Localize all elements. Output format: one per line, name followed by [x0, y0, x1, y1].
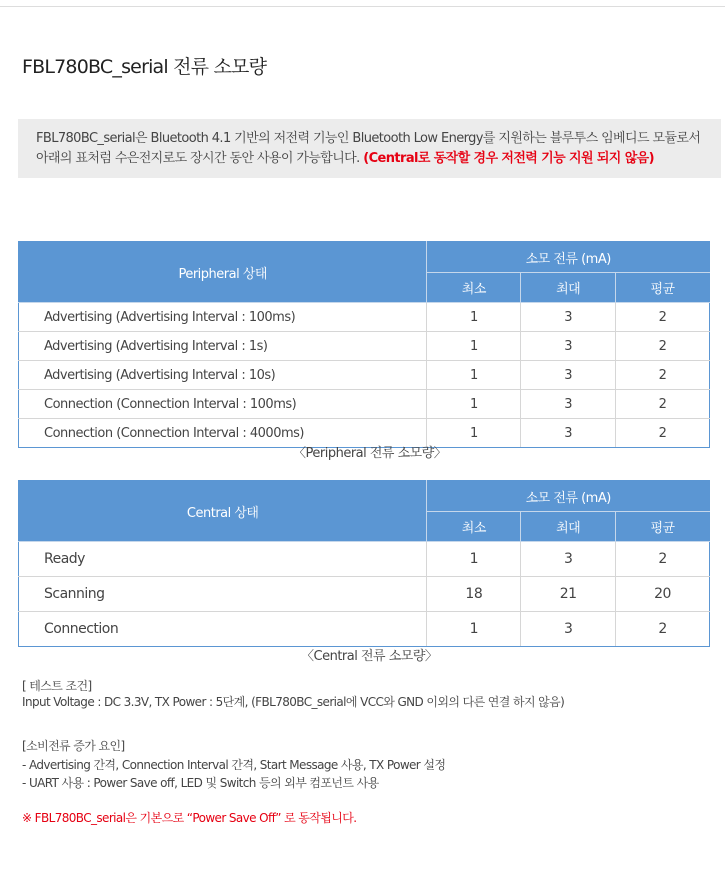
row-min: 1 — [427, 419, 521, 448]
table-row — [19, 303, 710, 332]
table-row — [19, 332, 710, 361]
intro-line-1: FBL780BC_serial은 Bluetooth 4.1 기반의 저전력 기능인 Bluetooth Low Energy를 지원하는 블루투스 임베디드 모듈로서 — [36, 131, 701, 146]
intro-line-2-text: 아래의 표처럼 수은전지로도 장시간 동안 사용이 가능합니다. — [36, 151, 360, 166]
increase-factor-heading: [소비전류 증가 요인] — [22, 739, 125, 753]
test-condition-heading: [ 테스트 조건] — [22, 679, 92, 693]
row-max: 3 — [521, 332, 616, 361]
row-min: 1 — [427, 361, 521, 390]
row-max: 3 — [521, 612, 616, 647]
central-col-min: 최소 — [427, 512, 521, 542]
row-label: Connection (Connection Interval : 4000ms) — [19, 419, 427, 448]
default-mode-note: ※ FBL780BC_serial은 기본으로 “Power Save Off” 로 동작됩니다. — [22, 811, 357, 825]
row-avg: 2 — [616, 612, 710, 647]
row-min: 1 — [427, 612, 521, 647]
row-label: Advertising (Advertising Interval : 10s) — [19, 361, 427, 390]
table-row — [19, 612, 710, 647]
row-label: Advertising (Advertising Interval : 1s) — [19, 332, 427, 361]
row-min: 18 — [427, 577, 521, 612]
row-avg: 2 — [616, 361, 710, 390]
central-current-header: 소모 전류 (mA) — [427, 481, 710, 512]
central-col-max: 최대 — [521, 512, 616, 542]
peripheral-state-header: Peripheral 상태 — [19, 242, 427, 303]
row-max: 3 — [521, 542, 616, 577]
table-row — [19, 361, 710, 390]
central-table-caption: 〈Central 전류 소모량〉 — [301, 649, 438, 664]
row-min: 1 — [427, 303, 521, 332]
peripheral-current-table — [18, 241, 710, 448]
table-row — [19, 577, 710, 612]
peripheral-col-min: 최소 — [427, 273, 521, 303]
intro-line-2 — [36, 149, 721, 169]
table-row — [19, 390, 710, 419]
row-max: 3 — [521, 303, 616, 332]
increase-factor-line-1: - Advertising 간격, Connection Interval 간격, Start Message 사용, TX Power 설정 — [22, 758, 446, 772]
increase-factor-line-2: - UART 사용 : Power Save off, LED 및 Switch 등의 외부 컴포넌트 사용 — [22, 776, 379, 790]
row-avg: 2 — [616, 303, 710, 332]
row-avg: 2 — [616, 419, 710, 448]
row-avg: 2 — [616, 332, 710, 361]
row-label: Ready — [19, 542, 427, 577]
page-title: FBL780BC_serial 전류 소모량 — [22, 56, 267, 78]
row-min: 1 — [427, 390, 521, 419]
row-min: 1 — [427, 332, 521, 361]
peripheral-current-header: 소모 전류 (mA) — [427, 242, 710, 273]
row-max: 3 — [521, 390, 616, 419]
top-divider — [0, 6, 725, 7]
row-label: Scanning — [19, 577, 427, 612]
peripheral-col-max: 최대 — [521, 273, 616, 303]
table-row — [19, 542, 710, 577]
central-state-header: Central 상태 — [19, 481, 427, 542]
intro-highlight: (Central로 동작할 경우 저전력 기능 지원 되지 않음) — [363, 151, 654, 166]
central-col-avg: 평균 — [616, 512, 710, 542]
row-label: Connection (Connection Interval : 100ms) — [19, 390, 427, 419]
peripheral-col-avg: 평균 — [616, 273, 710, 303]
row-avg: 20 — [616, 577, 710, 612]
row-label: Connection — [19, 612, 427, 647]
row-label: Advertising (Advertising Interval : 100ms) — [19, 303, 427, 332]
row-max: 3 — [521, 361, 616, 390]
peripheral-table-caption: 〈Peripheral 전류 소모량〉 — [293, 446, 447, 461]
row-max: 21 — [521, 577, 616, 612]
test-condition-text: Input Voltage : DC 3.3V, TX Power : 5단계, (FBL780BC_serial에 VCC와 GND 이외의 다른 연결 하지 않음) — [22, 695, 565, 709]
central-current-table — [18, 480, 710, 647]
row-avg: 2 — [616, 542, 710, 577]
intro-box — [18, 119, 721, 178]
row-max: 3 — [521, 419, 616, 448]
row-min: 1 — [427, 542, 521, 577]
row-avg: 2 — [616, 390, 710, 419]
